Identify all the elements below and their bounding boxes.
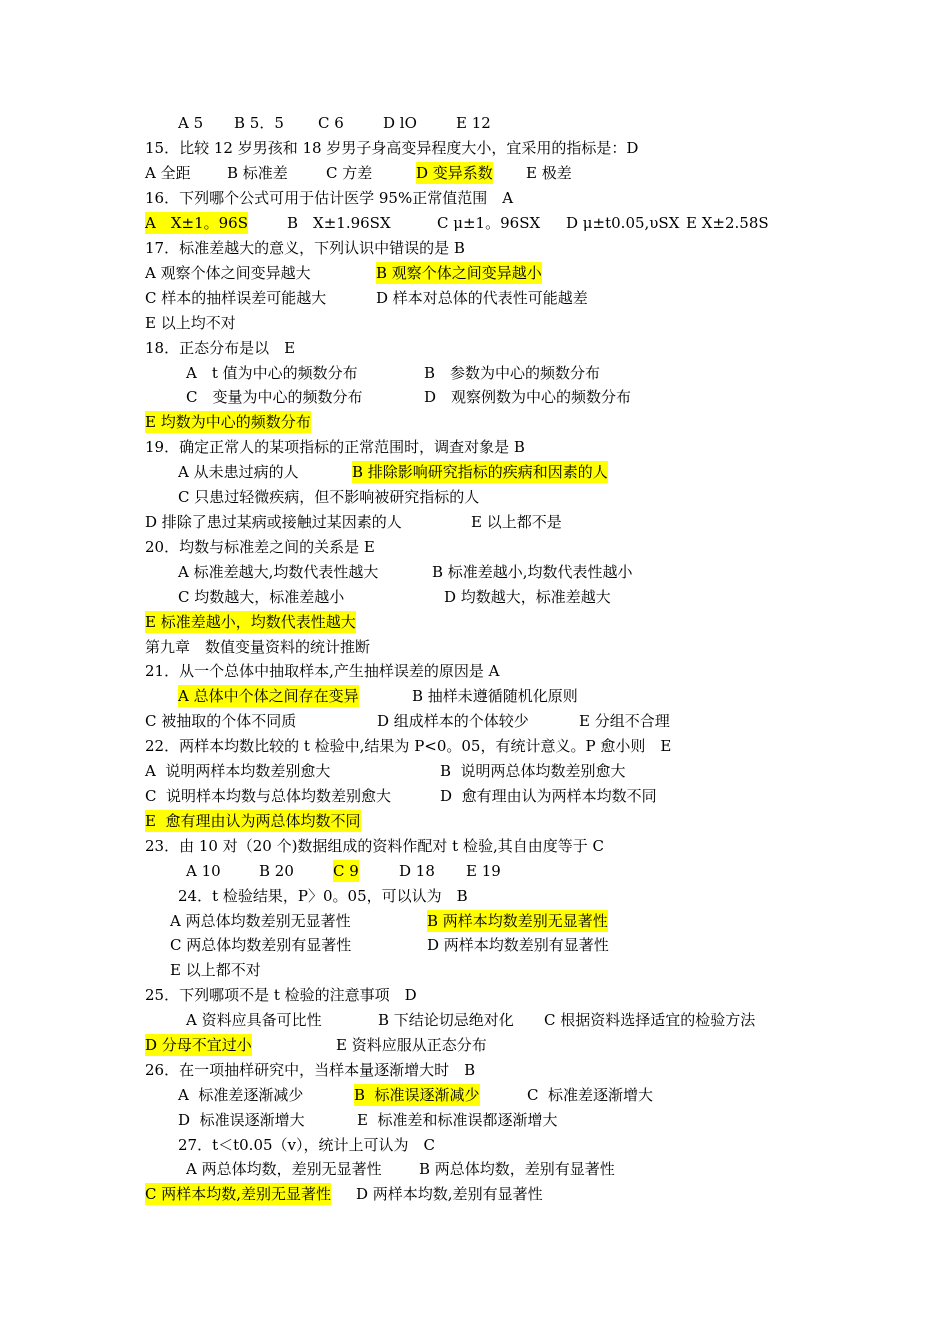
text-segment: E 标准差和标准误都逐渐增大 xyxy=(357,1111,558,1129)
text-segment: A 两总体均数，差别无显著性 xyxy=(186,1160,382,1178)
text-segment: 17．标准差越大的意义，下列认识中错误的是 B xyxy=(145,239,465,257)
text-segment: E 19 xyxy=(466,862,501,880)
highlighted-answer: B 标准误逐渐减少 xyxy=(354,1086,480,1104)
text-segment: A 两总体均数差别无显著性 xyxy=(170,912,351,930)
highlighted-answer: B 两样本均数差别无显著性 xyxy=(427,912,608,930)
highlighted-answer: C 两样本均数,差别无显著性 xyxy=(145,1185,332,1203)
highlighted-answer: C 9 xyxy=(333,862,359,880)
text-segment: C 只患过轻微疾病，但不影响被研究指标的人 xyxy=(178,488,480,506)
text-segment: 16．下列哪个公式可用于估计医学 95%正常值范围 A xyxy=(145,189,514,207)
text-segment: B 20 xyxy=(259,862,294,880)
text-segment: C 样本的抽样误差可能越大 xyxy=(145,289,327,307)
text-segment: E 12 xyxy=(456,114,491,132)
text-segment: 19．确定正常人的某项指标的正常范围时，调查对象是 B xyxy=(145,438,525,456)
highlighted-answer: D 变异系数 xyxy=(416,164,493,182)
text-segment: A 资料应具备可比性 xyxy=(186,1011,322,1029)
text-segment: B 5．5 xyxy=(234,114,284,132)
text-segment: A 标准差越大,均数代表性越大 xyxy=(178,563,379,581)
text-segment: 21．从一个总体中抽取样本,产生抽样误差的原因是 A xyxy=(145,662,500,680)
text-segment: B 两总体均数，差别有显著性 xyxy=(419,1160,615,1178)
text-segment: A t 值为中心的频数分布 xyxy=(186,364,358,382)
text-segment: D 观察例数为中心的频数分布 xyxy=(424,388,632,406)
text-segment: B 标准差 xyxy=(227,164,288,182)
text-segment: D 标准误逐渐增大 xyxy=(178,1111,305,1129)
text-segment: E 分组不合理 xyxy=(579,712,670,730)
text-segment: A 5 xyxy=(178,114,204,132)
text-segment: C 根据资料选择适宜的检验方法 xyxy=(544,1011,756,1029)
text-segment: A 全距 xyxy=(145,164,191,182)
text-segment: C 两总体均数差别有显著性 xyxy=(170,936,352,954)
text-segment: E X±2.58S xyxy=(686,214,769,232)
text-segment: 24．t 检验结果，P〉0。05，可以认为 B xyxy=(178,887,468,905)
text-segment: 26．在一项抽样研究中，当样本量逐渐增大时 B xyxy=(145,1061,476,1079)
text-segment: E 以上都不是 xyxy=(471,513,562,531)
text-segment: 18．正态分布是以 E xyxy=(145,339,296,357)
text-segment: B X±1.96SX xyxy=(287,214,391,232)
text-segment: C 标准差逐渐增大 xyxy=(527,1086,654,1104)
text-segment: D lO xyxy=(383,114,417,132)
text-segment: E 以上都不对 xyxy=(170,961,261,979)
text-segment: C 变量为中心的频数分布 xyxy=(186,388,363,406)
text-segment: D 样本对总体的代表性可能越差 xyxy=(376,289,588,307)
text-segment: C μ±1。96SX xyxy=(437,214,541,232)
highlighted-answer: A X±1。96S xyxy=(145,214,248,232)
text-segment: A 从未患过病的人 xyxy=(178,463,299,481)
text-segment: D μ±t0.05,υSX xyxy=(566,214,680,232)
text-segment: B 参数为中心的频数分布 xyxy=(424,364,601,382)
text-segment: E 以上均不对 xyxy=(145,314,236,332)
highlighted-answer: A 总体中个体之间存在变异 xyxy=(178,687,359,705)
highlighted-answer: D 分母不宜过小 xyxy=(145,1036,252,1054)
text-segment: D 18 xyxy=(399,862,435,880)
text-segment: 22．两样本均数比较的 t 检验中,结果为 P<0。05，有统计意义。P 愈小则 E xyxy=(145,737,672,755)
text-segment: A 标准差逐渐减少 xyxy=(178,1086,304,1104)
text-segment: B 下结论切忌绝对化 xyxy=(378,1011,514,1029)
text-segment: C 说明样本均数与总体均数差别愈大 xyxy=(145,787,392,805)
text-segment: C 均数越大，标准差越小 xyxy=(178,588,345,606)
text-segment: C 6 xyxy=(318,114,344,132)
text-segment: A 观察个体之间变异越大 xyxy=(145,264,311,282)
text-segment: 15．比较 12 岁男孩和 18 岁男子身高变异程度大小，宜采用的指标是：D xyxy=(145,139,639,157)
highlighted-answer: B 观察个体之间变异越小 xyxy=(376,264,542,282)
text-segment: C 方差 xyxy=(326,164,373,182)
text-segment: D 两样本均数,差别有显著性 xyxy=(356,1185,543,1203)
text-segment: C 被抽取的个体不同质 xyxy=(145,712,297,730)
text-segment: 第九章 数值变量资料的统计推断 xyxy=(145,638,371,656)
text-segment: D 两样本均数差别有显著性 xyxy=(427,936,609,954)
highlighted-answer: E 标准差越小，均数代表性越大 xyxy=(145,613,356,631)
text-segment: A 说明两样本均数差别愈大 xyxy=(145,762,331,780)
text-segment: 20．均数与标准差之间的关系是 E xyxy=(145,538,375,556)
highlighted-answer: E 均数为中心的频数分布 xyxy=(145,413,311,431)
text-segment: B 抽样未遵循随机化原则 xyxy=(412,687,578,705)
text-segment: B 说明两总体均数差别愈大 xyxy=(440,762,626,780)
text-segment: 27．t＜t0.05（v），统计上可认为 C xyxy=(178,1136,435,1154)
text-segment: 25．下列哪项不是 t 检验的注意事项 D xyxy=(145,986,417,1004)
text-segment: B 标准差越小,均数代表性越小 xyxy=(432,563,633,581)
text-segment: D 组成样本的个体较少 xyxy=(377,712,529,730)
highlighted-answer: B 排除影响研究指标的疾病和因素的人 xyxy=(352,463,608,481)
text-segment: E 极差 xyxy=(526,164,572,182)
text-segment: E 资料应服从正态分布 xyxy=(336,1036,487,1054)
text-segment: D 排除了患过某病或接触过某因素的人 xyxy=(145,513,402,531)
text-segment: 23．由 10 对（20 个)数据组成的资料作配对 t 检验,其自由度等于 C xyxy=(145,837,604,855)
text-segment: A 10 xyxy=(186,862,221,880)
text-segment: D 均数越大，标准差越大 xyxy=(444,588,611,606)
text-segment: D 愈有理由认为两样本均数不同 xyxy=(440,787,657,805)
highlighted-answer: E 愈有理由认为两总体均数不同 xyxy=(145,812,361,830)
